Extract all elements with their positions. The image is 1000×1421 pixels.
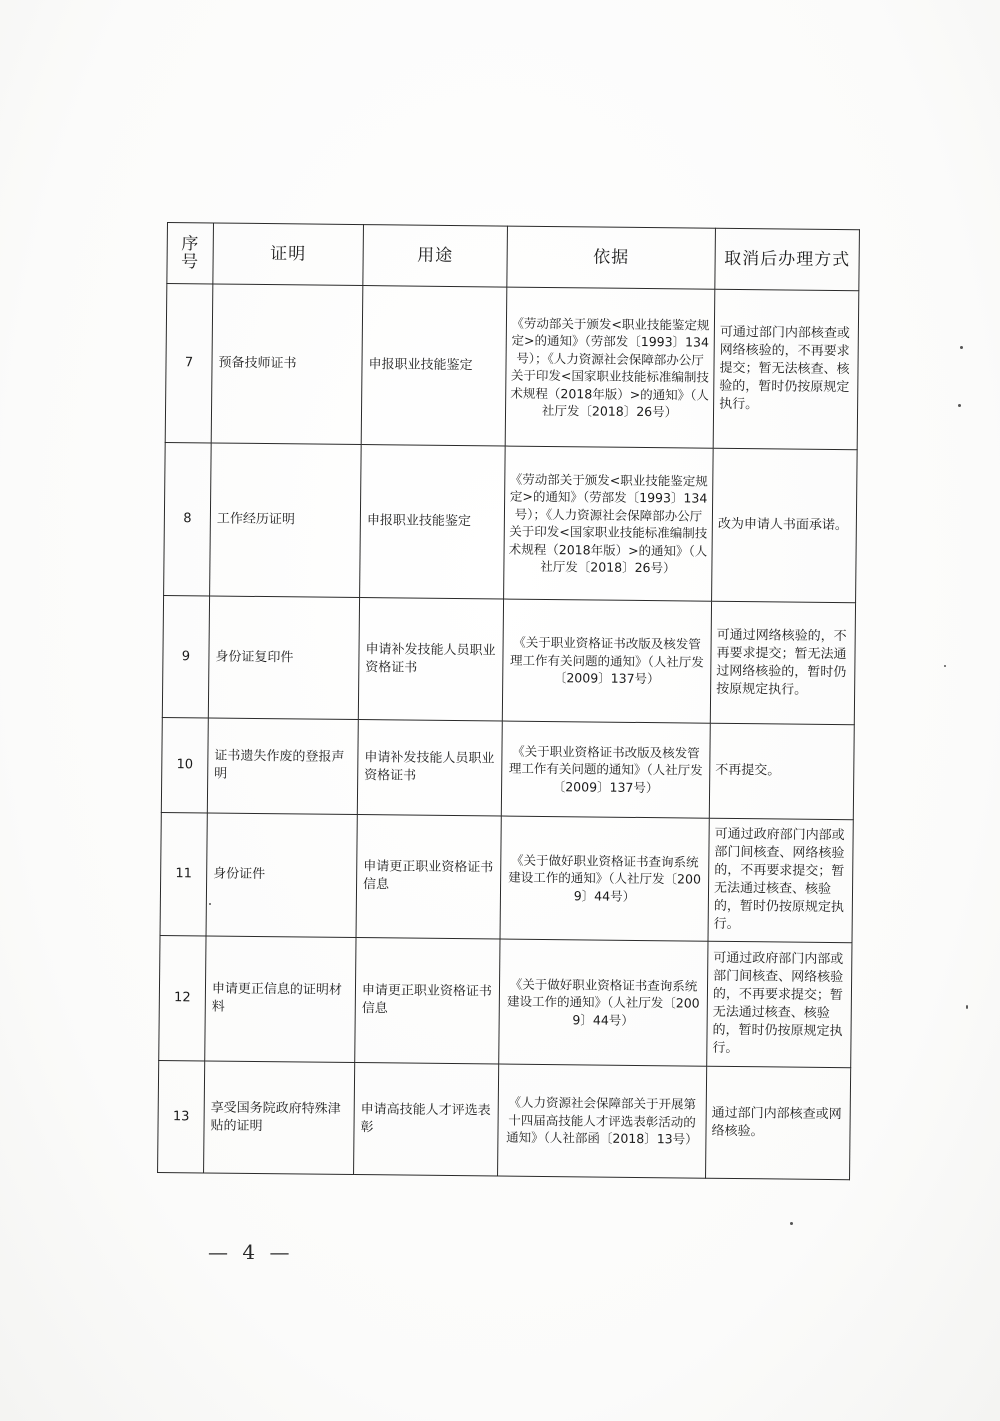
scan-speck [960, 346, 963, 349]
row-purpose: 申请补发技能人员职业资格证书 [358, 598, 503, 722]
header-certificate: 证明 [213, 223, 364, 286]
row-number: 13 [158, 1060, 205, 1172]
table-row [158, 1060, 851, 1179]
row-handling-method: 可通过政府部门内部或部门间核查、网络核验的，不再要求提交；暂无法通过核查、核验的，暂时仍按原规定执行。 [707, 941, 852, 1068]
row-basis: 《关于职业资格证书改版及核发管理工作有关问题的通知》（人社厅发〔2009〕137号） [502, 599, 711, 723]
row-basis: 《关于做好职业资格证书查询系统建设工作的通知》（人社厅发〔2009〕44号） [499, 939, 708, 1066]
row-certificate: 证书遗失作废的登报声明 [207, 718, 358, 815]
header-serial-number: 序号 [167, 223, 214, 284]
table-row [160, 812, 853, 942]
table-row [164, 442, 858, 602]
row-purpose: 申请更正职业资格证书信息 [356, 815, 501, 940]
row-purpose: 申请更正职业资格证书信息 [355, 938, 500, 1065]
table-row [159, 935, 852, 1067]
row-basis: 《关于做好职业资格证书查询系统建设工作的通知》（人社厅发〔2009〕44号） [500, 816, 709, 941]
scan-speck [790, 1222, 793, 1225]
row-number: 10 [161, 717, 208, 812]
row-number: 7 [165, 284, 213, 443]
row-number: 11 [160, 812, 207, 935]
row-basis: 《劳动部关于颁发<职业技能鉴定规定>的通知》（劳部发〔1993〕134号）；《人力资源社会保障部办公厅关于印发<国家职业技能标准编制技术规程（2018年版）>的通知》（人社厅发〔2018〕26号） [504, 446, 714, 601]
row-handling-method: 通过部门内部核查或网络核验。 [706, 1066, 851, 1180]
row-handling-method: 可通过网络核验的，不再要求提交；暂无法通过网络核验的，暂时仍按原规定执行。 [710, 601, 855, 725]
scan-speck [209, 903, 211, 905]
row-handling-method: 不再提交。 [709, 723, 854, 820]
row-basis: 《人力资源社会保障部关于开展第十四届高技能人才评选表彰活动的通知》（人社部函〔2018〕13号） [498, 1064, 707, 1178]
row-handling-method: 改为申请人书面承诺。 [712, 448, 858, 602]
row-number: 8 [164, 442, 212, 595]
row-purpose: 申请高技能人才评选表彰 [354, 1063, 499, 1177]
header-handling-method: 取消后办理方式 [715, 228, 860, 291]
row-purpose: 申请补发技能人员职业资格证书 [357, 720, 502, 817]
row-certificate: 预备技师证书 [211, 284, 363, 445]
row-number: 9 [162, 595, 209, 717]
certificate-cancellation-table [157, 222, 860, 1180]
row-handling-method: 可通过部门内部核查或网络核验的，不再要求提交；暂无法核查、核验的，暂时仍按原规定执行。 [713, 289, 859, 449]
table-header-row [167, 223, 860, 291]
row-basis: 《劳动部关于颁发<职业技能鉴定规定>的通知》（劳部发〔1993〕134号）；《人力资源社会保障部办公厅关于印发<国家职业技能标准编制技术规程（2018年版）>的通知》（人社厅发〔2018〕26号） [505, 287, 715, 448]
row-purpose: 申报职业技能鉴定 [360, 445, 506, 599]
scan-speck [944, 665, 946, 667]
table-row [165, 284, 859, 450]
row-certificate: 身份证复印件 [208, 596, 359, 720]
row-certificate: 身份证件 [206, 813, 357, 938]
header-basis: 依据 [507, 226, 716, 289]
row-certificate: 享受国务院政府特殊津贴的证明 [204, 1061, 355, 1175]
row-handling-method: 可通过政府部门内部或部门间核查、网络核验的，不再要求提交；暂无法通过核查、核验的，暂时仍按原规定执行。 [708, 818, 853, 943]
scan-speck [958, 404, 961, 407]
header-purpose: 用途 [363, 225, 508, 288]
row-number: 12 [159, 935, 206, 1060]
row-purpose: 申报职业技能鉴定 [361, 286, 507, 446]
scan-speck [966, 1005, 968, 1009]
table-row [162, 595, 855, 724]
page-number: — 4 — [208, 1240, 294, 1264]
row-certificate: 申请更正信息的证明材料 [205, 936, 356, 1063]
table-row [161, 717, 854, 819]
row-basis: 《关于职业资格证书改版及核发管理工作有关问题的通知》（人社厅发〔2009〕137号） [501, 721, 710, 818]
row-certificate: 工作经历证明 [210, 443, 362, 598]
